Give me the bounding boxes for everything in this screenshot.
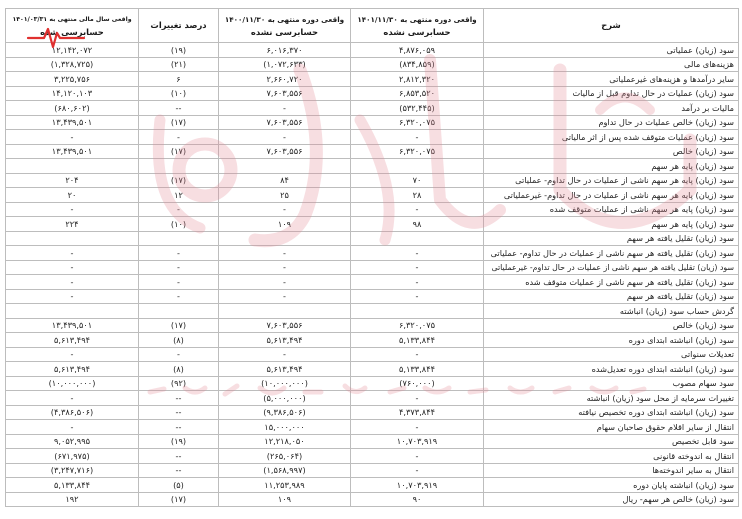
cell-fiscal-year [6,231,139,246]
row-label-cell [484,463,739,478]
row-label-cell [484,260,739,275]
row-label: سود (زیان) تقلیل یافته هر سهم ناشی از عملیات متوقف شده [525,276,734,287]
cell-prior-period: (۲۶۵,۰۶۴) [219,449,351,464]
table-row [6,101,739,116]
row-label-cell [484,304,739,319]
header-title: شرح [601,20,621,30]
row-label: انتقال به اندوخته قانونی [653,450,734,461]
cell-change-percent: (۱۹) [139,434,219,449]
cell-fiscal-year: ۲۰۴ [6,173,139,188]
row-label-cell [484,333,739,348]
table-row [6,86,739,101]
cell-current-period [351,304,484,319]
cell-current-period: ۷۰ [351,173,484,188]
cell-change-percent: -- [139,449,219,464]
table-row [6,362,739,377]
cell-change-percent: (۱۷) [139,492,219,507]
table-row [6,115,739,130]
cell-current-period: - [351,420,484,435]
cell-change-percent: -- [139,391,219,406]
row-label: سود (زیان) انباشته پایان دوره [633,479,734,490]
header-fiscal-year [6,9,139,43]
table-row [6,275,739,290]
row-label-cell [484,449,739,464]
cell-current-period: - [351,391,484,406]
cell-fiscal-year: ۱۳,۴۳۹,۵۰۱ [6,318,139,333]
cell-prior-period: ۵,۶۱۳,۴۹۴ [219,333,351,348]
row-label: انتقال از سایر اقلام حقوق صاحبان سهام [596,421,734,432]
table-row [6,43,739,58]
header-description [484,9,739,43]
cell-change-percent: (۱۹) [139,43,219,58]
row-label-cell [484,202,739,217]
cell-prior-period: - [219,275,351,290]
cell-change-percent: - [139,130,219,145]
header-status: حسابرسی شده [40,27,104,37]
cell-change-percent: - [139,347,219,362]
cell-current-period: - [351,260,484,275]
cell-current-period: - [351,347,484,362]
cell-prior-period: ۷,۶۰۳,۵۵۶ [219,318,351,333]
cell-change-percent [139,304,219,319]
row-label-cell [484,217,739,232]
table-row [6,289,739,304]
cell-fiscal-year: - [6,420,139,435]
row-label: تعدیلات سنواتی [681,349,734,360]
cell-prior-period: - [219,289,351,304]
row-label-cell [484,434,739,449]
row-label: تغییرات سرمایه از محل سود (زیان) انباشته [586,392,734,403]
cell-fiscal-year: (۶۷۱,۹۷۵) [6,449,139,464]
cell-current-period: - [351,202,484,217]
row-label: سود (زیان) پایه هر سهم ناشی از عملیات در حال تداوم- غیرعملیاتی [503,189,734,200]
cell-prior-period: - [219,101,351,116]
cell-change-percent: (۱۷) [139,173,219,188]
cell-current-period: ۶,۳۲۰,۰۷۵ [351,115,484,130]
row-label: انتقال به سایر اندوخته‌ها [652,465,734,476]
row-label-cell [484,318,739,333]
table-row [6,72,739,87]
cell-change-percent: (۸) [139,333,219,348]
cell-fiscal-year: (۱,۳۲۸,۷۲۵) [6,57,139,72]
cell-change-percent: (۸) [139,362,219,377]
row-label-cell [484,130,739,145]
cell-current-period: - [351,463,484,478]
cell-fiscal-year: - [6,275,139,290]
row-label: سود (زیان) پایه هر سهم [651,160,734,171]
cell-fiscal-year: - [6,347,139,362]
cell-prior-period: ۱۵,۰۰۰,۰۰۰ [219,420,351,435]
row-label: سود (زیان) عملیاتی [666,44,734,55]
header-change-percent [139,9,219,43]
header-title: درصد تغییرات [150,20,207,30]
row-label: سود (زیان) انباشته ابتدای دوره [628,334,734,345]
cell-current-period: - [351,275,484,290]
table-row [6,188,739,203]
table-row [6,57,739,72]
cell-change-percent: ۶ [139,72,219,87]
income-statement-table [5,8,739,507]
cell-prior-period: (۱,۵۶۸,۹۹۷) [219,463,351,478]
table-row [6,333,739,348]
row-label: سود (زیان) عملیات متوقف شده پس از اثر مالیاتی [561,131,734,142]
cell-fiscal-year: - [6,260,139,275]
cell-fiscal-year: (۱۰,۰۰۰,۰۰۰) [6,376,139,391]
cell-current-period: (۷۶۰,۰۰۰) [351,376,484,391]
row-label: سود (زیان) تقلیل یافته هر سهم [626,233,734,244]
cell-current-period: ۴,۸۷۶,۰۵۹ [351,43,484,58]
cell-prior-period [219,159,351,174]
cell-prior-period [219,231,351,246]
row-label-cell [484,289,739,304]
cell-fiscal-year: - [6,246,139,261]
cell-current-period: ۹۰ [351,492,484,507]
row-label-cell [484,362,739,377]
row-label: سود (زیان) عملیات در حال تداوم قبل از مالیات [572,88,734,99]
cell-fiscal-year: ۲۰ [6,188,139,203]
cell-current-period: ۲۸ [351,188,484,203]
cell-change-percent: (۵) [139,478,219,493]
cell-fiscal-year: (۴,۳۸۶,۵۰۶) [6,405,139,420]
header-title: واقعی دوره منتهی به ۱۴۰۱/۱۱/۳۰ [357,14,477,24]
cell-current-period: (۵۳۲,۴۴۵) [351,101,484,116]
table-row [6,260,739,275]
cell-change-percent: -- [139,463,219,478]
cell-prior-period: ۸۴ [219,173,351,188]
cell-current-period [351,159,484,174]
table-row [6,173,739,188]
cell-current-period: ۹۸ [351,217,484,232]
cell-change-percent: (۹۲) [139,376,219,391]
table-row [6,434,739,449]
table-row [6,376,739,391]
cell-prior-period: (۹,۳۸۶,۵۰۶) [219,405,351,420]
row-label-cell [484,231,739,246]
table-row [6,144,739,159]
table-body [6,43,739,507]
table-row [6,246,739,261]
section-heading-row [6,231,739,246]
table-row [6,420,739,435]
cell-change-percent: (۱۰) [139,86,219,101]
cell-current-period: ۱۰,۷۰۳,۹۱۹ [351,478,484,493]
row-label: سود (زیان) خالص هر سهم- ریال [622,494,734,505]
cell-prior-period: ۱۲,۲۱۸,۰۵۰ [219,434,351,449]
cell-change-percent: (۱۷) [139,115,219,130]
cell-prior-period: ۱۰۹ [219,492,351,507]
table-header [6,9,739,43]
cell-prior-period: ۵,۶۱۳,۴۹۴ [219,362,351,377]
cell-fiscal-year [6,159,139,174]
cell-fiscal-year: - [6,130,139,145]
cell-fiscal-year: (۳,۲۴۷,۷۱۶) [6,463,139,478]
row-label-cell [484,391,739,406]
cell-prior-period: ۷,۶۰۳,۵۵۶ [219,115,351,130]
cell-prior-period: ۲,۶۶۰,۷۲۰ [219,72,351,87]
row-label: سایر درآمدها و هزینه‌های غیرعملیاتی [609,73,734,84]
cell-current-period: - [351,289,484,304]
header-prior-period [219,9,351,43]
cell-current-period: - [351,130,484,145]
table-row [6,347,739,362]
cell-fiscal-year: ۳,۲۲۵,۷۵۶ [6,72,139,87]
cell-change-percent: -- [139,420,219,435]
cell-current-period: ۶,۳۲۰,۰۷۵ [351,318,484,333]
cell-prior-period [219,304,351,319]
cell-change-percent: -- [139,405,219,420]
cell-change-percent [139,159,219,174]
cell-fiscal-year: ۵,۱۳۳,۸۴۴ [6,478,139,493]
cell-current-period: ۴,۳۷۳,۸۴۴ [351,405,484,420]
cell-prior-period: (۱۰,۰۰۰,۰۰۰) [219,376,351,391]
row-label: گردش حساب سود (زیان) انباشته [619,305,734,316]
cell-prior-period: - [219,347,351,362]
cell-fiscal-year: ۹,۰۵۲,۹۹۵ [6,434,139,449]
row-label-cell [484,478,739,493]
row-label: سود (زیان) خالص [672,146,734,157]
row-label: سود (زیان) پایه هر سهم ناشی از عملیات متوقف شده [549,204,734,215]
cell-change-percent: - [139,275,219,290]
row-label: سود سهام مصوب [672,378,734,389]
cell-prior-period: (۱,۰۷۲,۶۳۳) [219,57,351,72]
row-label: سود (زیان) تقلیل یافته هر سهم ناشی از عملیات در حال تداوم- غیرعملیاتی [491,262,734,272]
cell-current-period: - [351,449,484,464]
cell-current-period: ۵,۱۳۳,۸۴۴ [351,333,484,348]
row-label: هزینه‌های مالی [684,59,734,70]
cell-prior-period: ۶,۰۱۶,۳۷۰ [219,43,351,58]
row-label-cell [484,188,739,203]
cell-prior-period: ۲۵ [219,188,351,203]
row-label: سود (زیان) انباشته ابتدای دوره تخصیص نیافته [578,407,734,418]
cell-change-percent: ۱۲ [139,188,219,203]
row-label: سود قابل تخصیص [672,436,734,447]
cell-fiscal-year: (۶۸۰,۶۰۲) [6,101,139,116]
row-label: مالیات بر درآمد [681,102,734,113]
row-label-cell [484,86,739,101]
row-label: سود (زیان) تقلیل یافته هر سهم [626,291,734,302]
row-label-cell [484,115,739,130]
row-label-cell [484,275,739,290]
row-label: سود (زیان) خالص عملیات در حال تداوم [598,117,734,128]
cell-prior-period: - [219,202,351,217]
section-heading-row [6,159,739,174]
cell-current-period [351,231,484,246]
row-label-cell [484,101,739,116]
cell-change-percent: (۱۷) [139,318,219,333]
cell-prior-period: ۷,۶۰۳,۵۵۶ [219,86,351,101]
cell-fiscal-year: ۱۹۲ [6,492,139,507]
row-label-cell [484,405,739,420]
table-row [6,202,739,217]
table-row [6,492,739,507]
cell-change-percent: - [139,289,219,304]
row-label-cell [484,57,739,72]
cell-change-percent: - [139,202,219,217]
cell-fiscal-year: ۵,۶۱۳,۴۹۴ [6,333,139,348]
table-row [6,391,739,406]
cell-fiscal-year: ۵,۶۱۳,۴۹۴ [6,362,139,377]
header-title: واقعی دوره منتهی به ۱۴۰۰/۱۱/۳۰ [224,14,345,24]
row-label-cell [484,43,739,58]
cell-current-period: ۵,۱۳۳,۸۴۴ [351,362,484,377]
header-status: حسابرسی نشده [383,26,451,37]
table-row [6,318,739,333]
row-label-cell [484,173,739,188]
row-label: سود (زیان) خالص [672,320,734,331]
cell-fiscal-year: ۱۳,۴۳۹,۵۰۱ [6,144,139,159]
row-label: سود (زیان) تقلیل یافته هر سهم ناشی از عملیات در حال تداوم- عملیاتی [490,247,734,258]
table-row [6,449,739,464]
row-label: سود (زیان) انباشته ابتدای دوره تعدیل‌شده [591,363,734,374]
cell-change-percent [139,231,219,246]
cell-current-period: ۶,۸۵۳,۵۲۰ [351,86,484,101]
header-row [6,9,739,43]
cell-fiscal-year: - [6,202,139,217]
row-label-cell [484,246,739,261]
cell-prior-period: - [219,130,351,145]
row-label-cell [484,144,739,159]
header-current-period [351,9,484,43]
table-row [6,130,739,145]
header-status: حسابرسی نشده [250,26,319,37]
row-label-cell [484,376,739,391]
cell-current-period: - [351,246,484,261]
header-title: واقعی سال مالی منتهی به ۱۴۰۱/۰۳/۳۱ [12,16,132,23]
cell-prior-period: ۱۰۹ [219,217,351,232]
row-label-cell [484,492,739,507]
row-label-cell [484,72,739,87]
table-row [6,217,739,232]
cell-prior-period: (۵,۰۰۰,۰۰۰) [219,391,351,406]
cell-current-period: ۲,۸۱۲,۳۲۰ [351,72,484,87]
table-row [6,478,739,493]
row-label-cell [484,420,739,435]
cell-change-percent: (۱۰) [139,217,219,232]
cell-change-percent: (۲۱) [139,57,219,72]
table-row [6,463,739,478]
cell-fiscal-year: - [6,391,139,406]
row-label: سود (زیان) پایه هر سهم ناشی از عملیات در حال تداوم- عملیاتی [515,175,734,186]
table-row [6,405,739,420]
cell-prior-period: ۷,۶۰۳,۵۵۶ [219,144,351,159]
cell-fiscal-year [6,304,139,319]
row-label: سود (زیان) پایه هر سهم [651,218,734,229]
cell-fiscal-year: ۲۲۴ [6,217,139,232]
cell-fiscal-year: - [6,289,139,304]
row-label-cell [484,347,739,362]
cell-prior-period: - [219,260,351,275]
section-heading-row [6,304,739,319]
cell-change-percent: - [139,260,219,275]
row-label-cell [484,159,739,174]
cell-fiscal-year: ۱۲,۱۴۲,۰۷۲ [6,43,139,58]
cell-prior-period: - [219,246,351,261]
cell-fiscal-year: ۱۳,۴۳۹,۵۰۱ [6,115,139,130]
cell-prior-period: ۱۱,۲۵۳,۹۸۹ [219,478,351,493]
cell-change-percent: - [139,246,219,261]
cell-change-percent: -- [139,101,219,116]
cell-current-period: ۶,۳۲۰,۰۷۵ [351,144,484,159]
cell-change-percent: (۱۷) [139,144,219,159]
cell-current-period: ۱۰,۷۰۳,۹۱۹ [351,434,484,449]
cell-current-period: (۸۳۴,۸۵۹) [351,57,484,72]
cell-fiscal-year: ۱۴,۱۲۰,۱۰۳ [6,86,139,101]
